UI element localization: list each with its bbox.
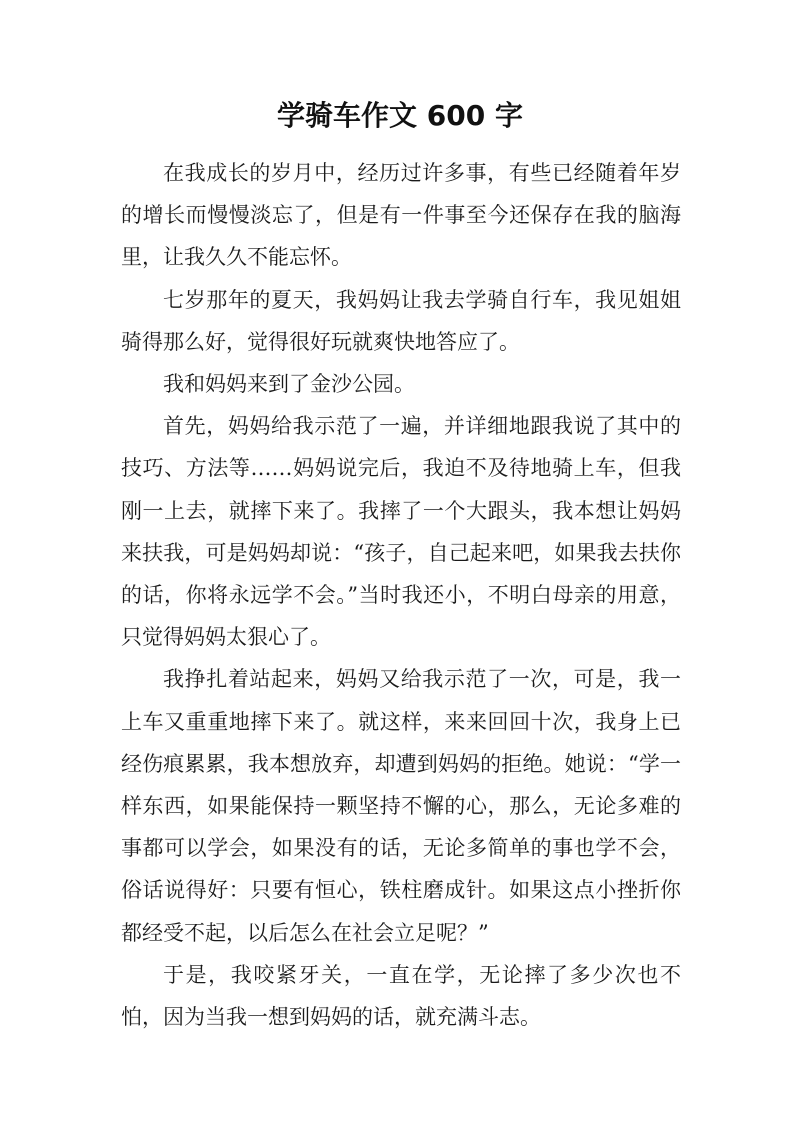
paragraph: 首先，妈妈给我示范了一遍，并详细地跟我说了其中的技巧、方法等……妈妈说完后，我迫不及待地骑上车，但我刚一上去，就摔下来了。我摔了一个大跟头，我本想让妈妈来扶我，可是妈妈却说：“孩子，自己起来吧，如果我去扶你的话，你将永远学不会。”当时我还小，不明白母亲的用意，只觉得妈妈太狠心了。	[121, 414, 681, 650]
document-body	[121, 152, 681, 1038]
paragraph: 在我成长的岁月中，经历过许多事，有些已经随着年岁的增长而慢慢淡忘了，但是有一件事至今还保存在我的脑海里，让我久久不能忘怀。	[121, 161, 681, 270]
paragraph: 我挣扎着站起来，妈妈又给我示范了一次，可是，我一上车又重重地摔下来了。就这样，来来回回十次，我身上已经伤痕累累，我本想放弃，却遭到妈妈的拒绝。她说：“学一样东西，如果能保持一颗坚持不懈的心，那么，无论多难的事都可以学会，如果没有的话，无论多简单的事也学不会，俗话说得好：只要有恒心，铁柱磨成针。如果这点小挫折你都经受不起，以后怎么在社会立足呢？”	[121, 667, 681, 945]
paragraph: 我和妈妈来到了金沙公园。	[163, 372, 415, 397]
paragraph: 于是，我咬紧牙关，一直在学，无论摔了多少次也不怕，因为当我一想到妈妈的话，就充满斗志。	[121, 962, 681, 1030]
paragraph: 七岁那年的夏天，我妈妈让我去学骑自行车，我见姐姐骑得那么好，觉得很好玩就爽快地答应了。	[121, 287, 681, 354]
document-title: 学骑车作文 600 字	[277, 99, 523, 132]
